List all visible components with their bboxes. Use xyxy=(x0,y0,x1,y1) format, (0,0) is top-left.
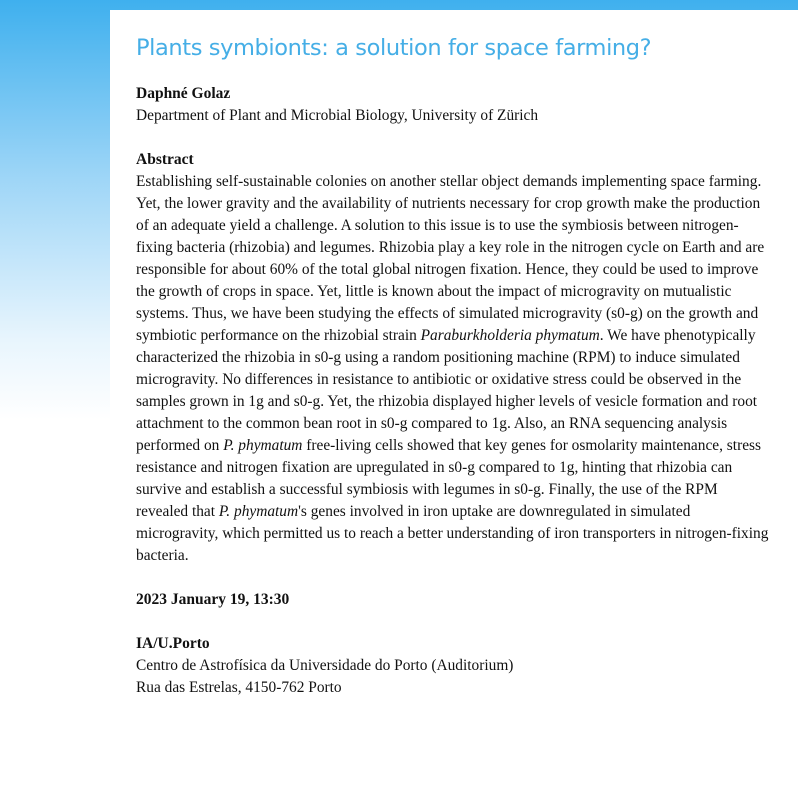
venue-place: Centro de Astrofísica da Universidade do Porto (Auditorium) xyxy=(136,657,514,674)
abstract-segment-italic: P. phymatum xyxy=(223,437,303,454)
abstract-segment: . We have phenotypically characterized the rhizobia in s0-g using a random positioning machine (RPM) to induce simulated microgravity. No differences in resistance to antibiotic or oxidative stress could be observed in the samples grown in 1g and s0-g. Yet, the rhizobia displayed higher levels of vesicle formation and root attachment to the common bean root in s0-g compared to 1g. Also, an RNA sequencing analysis performed on xyxy=(136,327,758,454)
talk-title: Plants symbionts: a solution for space farming? xyxy=(136,35,652,61)
abstract-segment: free-living cells showed that key genes for osmolarity maintenance, stress resistance and nitrogen fixation are upregulated in s0-g compared to 1g, hinting that rhizobia can survive and establish a successful symbiosis with legumes in s0-g. Finally, the use of the RPM revealed that xyxy=(136,437,762,520)
venue-name: IA/U.Porto xyxy=(136,635,210,652)
abstract-heading: Abstract xyxy=(136,151,194,168)
abstract-body xyxy=(136,171,772,567)
abstract-segment: Establishing self-sustainable colonies on another stellar object demands implementing space farming. Yet, the lower gravity and the availability of nutrients necessary for crop growth make the production of an adequate yield a challenge. A solution to this issue is to use the symbiosis between nitrogen-fixing bacteria (rhizobia) and legumes. Rhizobia play a key role in the nitrogen cycle on Earth and are responsible for about 60% of the total global nitrogen fixation. Hence, they could be used to improve the growth of crops in space. Yet, little is known about the impact of microgravity on mutualistic systems. Thus, we have been studying the effects of simulated microgravity (s0-g) on the growth and symbiotic performance on the rhizobial strain xyxy=(136,173,765,344)
venue-address: Rua das Estrelas, 4150-762 Porto xyxy=(136,679,342,696)
speaker-affiliation: Department of Plant and Microbial Biology, University of Zürich xyxy=(136,107,539,124)
abstract-segment: 's genes involved in iron uptake are downregulated in simulated microgravity, which permitted us to reach a better understanding of iron transporters in nitrogen-fixing bacteria. xyxy=(136,503,769,564)
talk-datetime: 2023 January 19, 13:30 xyxy=(136,591,290,608)
speaker-name: Daphné Golaz xyxy=(136,85,231,102)
abstract-segment-italic: P. phymatum xyxy=(218,503,299,520)
abstract-segment-italic: Paraburkholderia phymatum xyxy=(420,327,600,344)
seminar-announcement xyxy=(110,10,798,794)
